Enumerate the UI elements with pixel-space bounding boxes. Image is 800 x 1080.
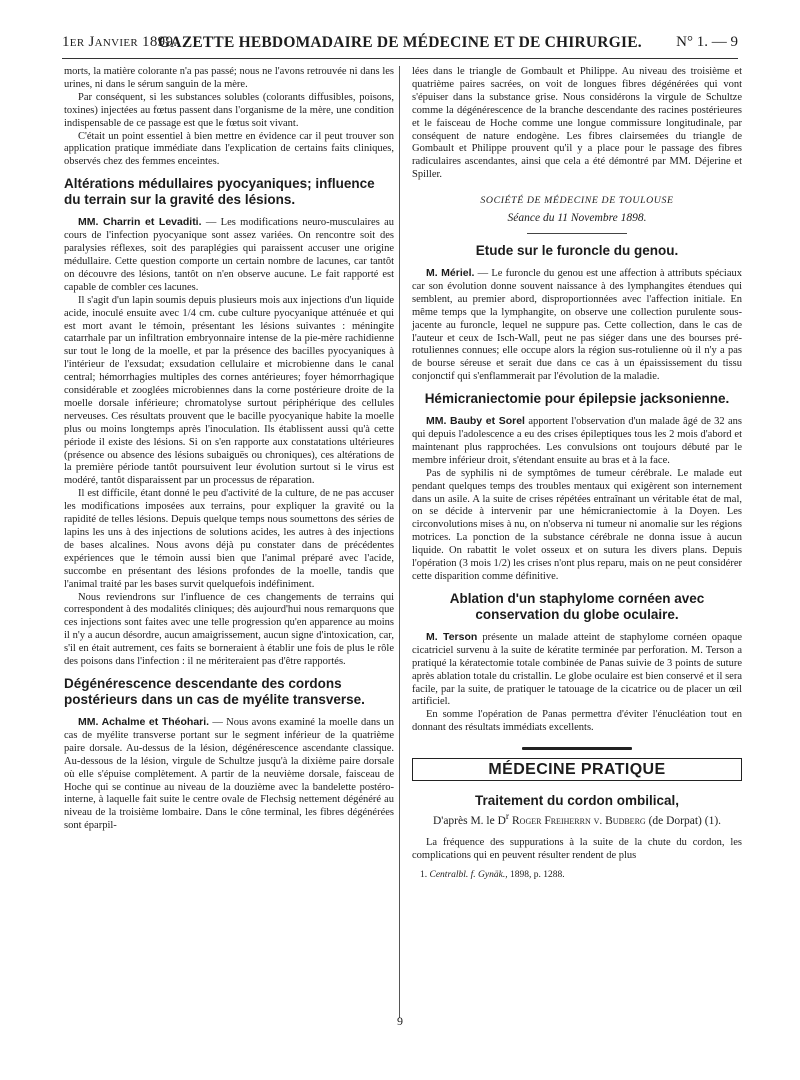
paragraph: lées dans le triangle de Gombault et Philippe. Au niveau des troisième et quatrième paires sacrées, on voit de longues fibres dégénérées qui vont s'épuiser dans la substance grise. Nous considérons la virgule de Schultze comme la dégénérescence de la branche descendante des racines postérieures et le faisceau de Hoche comme une longue commissure longitudinale, par conséquent de nature endogène. Les fibres clairsemées du triangle de Gombault et Philippe prouvent qu'il y a place pour le passage des fibres radiculaires ascendantes, ainsi que cela a été démontré par MM. Déjerine et Spiller.: [412, 66, 742, 181]
header-rule: [62, 58, 738, 59]
article-text: apportent l'observation d'un malade âgé de 32 ans qui depuis l'adolescence a eu des crises épileptiques tous les 2 mois d'abord et maintenant plus rapprochées. Les convulsions ont toujours débuté par le membre inférieur droit, s'étendant ensuite au bras et à la face.: [412, 416, 743, 466]
article-authors: MM. Bauby et Sorel: [426, 415, 525, 428]
article-title: Hémicraniectomie pour épilepsie jacksonienne.: [424, 391, 730, 407]
paragraph: Par conséquent, si les substances solubles (colorants diffusibles, poisons, toxines) injectées au fœtus passent dans l'organisme de la mère, une condition indispensable de ce passage est que le fœtus soit vivant.: [64, 91, 394, 129]
paragraph: Pas de syphilis ni de symptômes de tumeur cérébrale. Le malade eut pendant quelques temps des troubles mentaux qui exigèrent son internement dans un asile. A la suite de crises répétées entraînant un véritable état de mal, on se décide à intervenir par une hémicraniectomie à la Doyen. Les circonvolutions mises à nu, on n'observa ni tumeur ni anomalie sur les régions motrices. La ponction de la substance cérébrale ne donna issue à aucun liquide. On rabattit le volet osseux et on sutura les divers plans. Depuis l'opération (3 mois 1/2) les crises n'ont plus reparu, mais on ne peut considérer cette disparition comme définitive.: [412, 467, 742, 582]
paragraph: morts, la matière colorante n'a pas passé; nous ne l'avons retrouvée ni dans les urines, ni dans le sérum sanguin de la mère.: [64, 66, 394, 90]
column-divider: [399, 66, 400, 1018]
journal-title: GAZETTE HEBDOMADAIRE DE MÉDECINE ET DE CHIRURGIE.: [158, 34, 642, 51]
article-paragraph: [412, 415, 742, 468]
article-paragraph: [412, 267, 742, 384]
paragraph: La fréquence des suppurations à la suite de la chute du cordon, les complications qui en peuvent résulter rendent de plus: [412, 836, 742, 861]
article-text: — Le furoncle du genou est une affection à attributs spéciaux car son évolution donne souvent naissance à des lymphangites étendues qui semblent, au premier abord, disproportionnées avec l'affection initiale. En même temps que la lymphangite, on observe une collection purulente sous-jacente au furoncle, lequel ne suppure pas. Cette collection, dans le cas de l'auteur et ceux de Isch-Wall, peut ne pas siéger dans une des bourses pré-rotuliennes connues; elle occupe alors la région sus-rotulienne où il n'y a pas de bourse séreuse et serait due dans ce cas à un épaississement du tissu conjonctif qui s'enflammerait par l'évolution de la maladie.: [412, 267, 743, 383]
session-label: Séance du: [507, 212, 555, 225]
article-paragraph: [64, 216, 394, 294]
session-day: 11 Novembre 1898.: [557, 212, 647, 225]
footnote-number: 1.: [420, 869, 428, 880]
paragraph: En somme l'opération de Panas permettra d'éviter l'énucléation tout en donnant des résultats immédiats excellents.: [412, 709, 742, 734]
footnote-source: Centralbl. f. Gynäk.,: [429, 869, 508, 880]
footnote: [412, 869, 742, 882]
byline-superscript: r: [505, 811, 510, 823]
byline-suffix: (de Dorpat) (1).: [648, 814, 722, 827]
page-number: 9: [397, 1014, 403, 1028]
article-paragraph: [412, 631, 742, 709]
section-rule: [527, 233, 627, 234]
article-authors: M. Terson: [426, 630, 478, 643]
article-byline: [412, 811, 742, 828]
article-title: Etude sur le furoncle du genou.: [475, 242, 679, 258]
article-title: Altérations médullaires pyocyaniques; influence du terrain sur la gravité des lésions.: [64, 176, 375, 208]
article-authors: MM. Charrin et Levaditi.: [78, 216, 202, 229]
session-date: [412, 212, 742, 225]
issue-number: N° 1. — 9: [676, 34, 738, 50]
paragraph: Il s'agit d'un lapin soumis depuis plusieurs mois aux injections d'un liquide acide, inoculé ensuite avec 1/4 cm. cube culture pyocyanique atténuée et qui est mort avant le témoin, présentant les lésions suivantes : méningite catarrhale par un infiltration embryonnaire intense de la pie-mère rachidienne sur tout le long de la moelle, et par la présence des bacilles pyocyaniques à l'intérieur de l'exsudat; exsudation cellulaire et microbienne dans le canal central; hémorrhagies multiples des cornes antérieures; foyer hémorrhagique considérable et zooglées microbiennes dans la corne postérieure droite de la moelle dorsale inférieure; chromatolyse surtout périphérique des cellules nerveuses. Ces résultats prouvent que le bacille pyocyanique habite la moelle plus ou moins longtemps après l'inoculation. Ils établissent aussi qu'à cette période il existe des lésions. Si on s'en rapporte aux constatations ultérieures (présence ou absence des lésions subaiguës ou chroniques), ces altérations de la première période tantôt poursuivent leur évolution surtout si le virus est modéré, tantôt disparaissent par un processus de réparation.: [64, 294, 394, 487]
paragraph: Il est difficile, étant donné le peu d'activité de la culture, de ne pas accuser les modifications imposées aux terrains, pour expliquer la gravité ou la rapidité de telles lésions. Depuis quelque temps nous soumettons des séries de lapins les uns à des injections de solutions acides, les autres à des injections de bases alcalines. Nous avons déjà pu constater dans de précédentes expériences que le témoin aussi bien que l'animal préparé avec l'acide, succombe en présentant des lésions profondes de la moelle, tandis que l'animal traité par les bases survit quelquefois indéfiniment.: [64, 488, 394, 590]
article-title: Traitement du cordon ombilical,: [474, 793, 680, 809]
section-heading: MÉDECINE PRATIQUE: [412, 758, 742, 781]
article-authors: M. Mériel.: [426, 266, 475, 279]
article-title: Dégénérescence descendante des cordons postérieurs dans un cas de myélite transverse.: [64, 675, 365, 707]
footnote-reference: 1898, p. 1288.: [509, 869, 565, 880]
society-heading: SOCIÉTÉ DE MÉDECINE DE TOULOUSE: [480, 195, 674, 207]
article-title: Ablation d'un staphylome cornéen avec conservation du globe oculaire.: [449, 590, 705, 622]
article-authors: MM. Achalme et Théohari.: [78, 715, 210, 728]
article-text: présente un malade atteint de staphylome cornéen opaque cicatriciel survenu à la suite de kératite terminée par perforation. M. Terson a pratiqué la kératectomie totale combinée de Panas suivie de 3 points de suture après ablation totale du cristallin. Le globe oculaire est bien conservé et il sera facile, par la suite, de pratiquer le tatouage de la cicatrice ou de placer un œil artificiel.: [412, 631, 743, 708]
paragraph: C'était un point essentiel à bien mettre en évidence car il peut trouver son application pratique immédiate dans l'explication de certains faits cliniques, observés chez des femmes enceintes.: [64, 130, 394, 168]
article-text: — Nous avons examiné la moelle dans un cas de myélite transverse portant sur le segment inférieur de la quatrième paire dorsale. Au-dessus de la lésion, dégénérescence ascendante classique. Au-dessous de la lésion, virgule de Schultze jusqu'à la dixième paire dorsale où elle s'épuise complètement. A partir de la neuvième dorsale, faisceau de Hoche qui se continue au niveau de la douzième avec la bandelette postéro-interne, à laquelle fait suite le centre ovale de Flechsig nettement dégénéré au niveau de la troisième lombaire. Dans le cône terminal, les fibres dégénérées sont éparpil-: [64, 716, 394, 832]
article-text: — Les modifications neuro-musculaires au cours de l'infection pyocyanique sont assez variées. On rencontre soit des paralysies réflexes, soit des paraplégies qui paraissent accuser une origine médullaire. Cette question comporte un certain nombre de lacunes, car tantôt on découvre des lésions, tantôt on n'en observe aucune. Le fait rapporté est capable de combler ces lacunes.: [64, 217, 395, 293]
byline-author: Roger Freiherrn v. Budberg: [512, 814, 646, 827]
right-column: [412, 66, 742, 882]
paragraph: Nous reviendrons sur l'influence de ces changements de terrains qui correspondent à des modalités cliniques; dès aujourd'hui nous remarquons que ces injections sont faites avec une telle progression qu'en apparence au moins il n'y a aucun désordre, aucun amaigrissement, aucun signe d'intoxication, car, s'il en était autrement, ces faits se borneraient à établir une fois de plus le rôle des poisons dans l'infection : il ne mériteraient pas d'être rapportés.: [64, 591, 394, 668]
article-paragraph: [64, 716, 394, 833]
header-date: 1er Janvier 1899.: [62, 34, 178, 50]
byline-prefix: D'après M. le D: [432, 814, 506, 827]
ornamental-rule: [522, 747, 632, 750]
left-column: [64, 66, 394, 833]
running-header: [62, 34, 738, 56]
